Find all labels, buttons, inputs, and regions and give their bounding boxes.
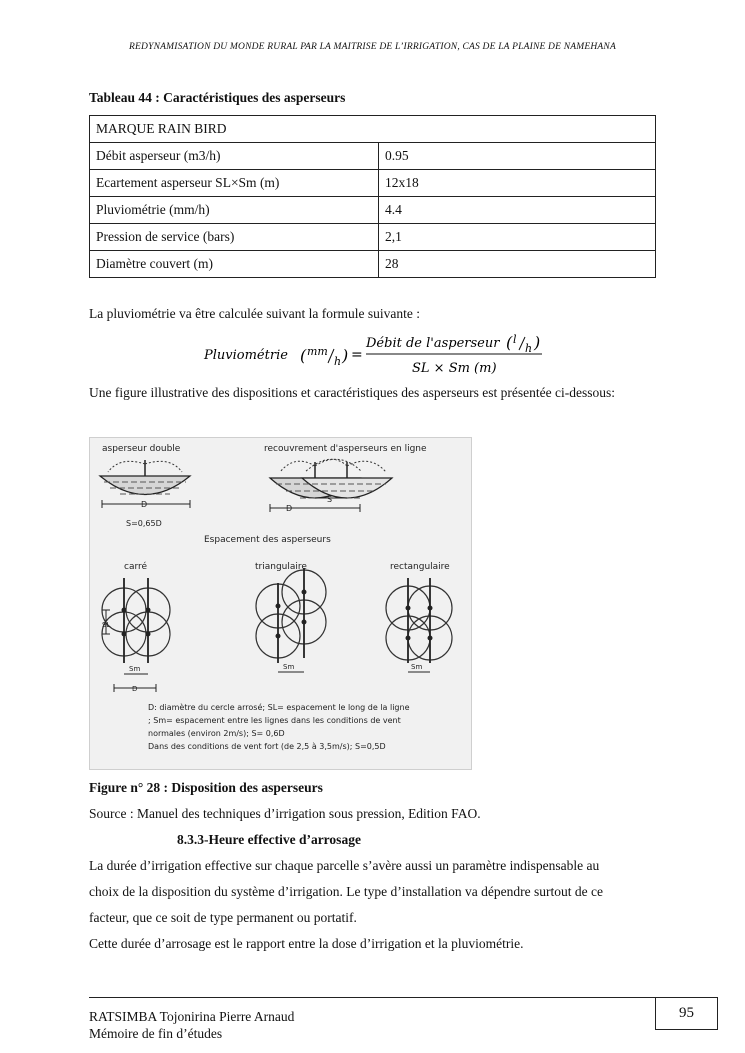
label-D-top: D (141, 500, 148, 509)
label-Sm-triangulaire: Sm (283, 663, 295, 671)
label-carre: carré (124, 562, 148, 572)
formula-numerator: Débit de l'asperseur (366, 336, 500, 351)
table-row (90, 116, 656, 143)
running-header: REDYNAMISATION DU MONDE RURAL PAR LA MAITRISE DE L’IRRIGATION, CAS DE LA PLAINE DE NAMEHANA (129, 42, 616, 52)
table-row (90, 170, 656, 197)
table-row (90, 197, 656, 224)
body-paragraph-line: Cette durée d’arrosage est le rapport entre la dose d’irrigation et la pluviométrie. (89, 936, 524, 951)
table-label-cell: Diamètre couvert (m) (90, 251, 379, 278)
label-triangulaire: triangulaire (255, 562, 307, 572)
sprinkler-layout-figure (89, 437, 472, 770)
formula-num-unit-num: l (513, 333, 517, 346)
table-value-cell: 12x18 (379, 170, 656, 197)
label-SL: SL (102, 621, 111, 629)
label-D-carre: D (132, 685, 138, 693)
section-heading: 8.3.3-Heure effective d’arrosage (177, 832, 361, 847)
figure-legend-line: D: diamètre du cercle arrosé; SL= espacement le long de la ligne (148, 703, 410, 712)
formula-lhs-unit-num: mm (307, 345, 328, 358)
label-asperseur-double: asperseur double (102, 444, 181, 454)
table-title: Tableau 44 : Caractéristiques des asperseurs (89, 90, 346, 105)
footer-work: Mémoire de fin d’études (89, 1026, 223, 1041)
label-recouvrement: recouvrement d'asperseurs en ligne (264, 444, 427, 454)
footer (89, 1008, 294, 1042)
table-label-cell: Pression de service (bars) (90, 224, 379, 251)
body-paragraph-line: choix de la disposition du système d’irrigation. Le type d’installation va dépendre surtout de ce (89, 884, 603, 899)
table-value-cell: 4.4 (379, 197, 656, 224)
table-row (90, 224, 656, 251)
formula-intro-paragraph: La pluviométrie va être calculée suivant la formule suivante : (89, 306, 420, 321)
table-value-cell: 0.95 (379, 143, 656, 170)
table-label-cell: Débit asperseur (m3/h) (90, 143, 379, 170)
figure-caption: Figure n° 28 : Disposition des asperseurs (89, 780, 323, 795)
label-S: S (327, 495, 333, 504)
formula-denominator: SL × Sm (m) (412, 361, 497, 376)
svg-text:): ) (342, 346, 349, 365)
table-row (90, 143, 656, 170)
figure-intro-paragraph: Une figure illustrative des dispositions et caractéristiques des asperseurs est présentée ci-dessous: (89, 385, 615, 400)
body-paragraph-line: La durée d’irrigation effective sur chaque parcelle s’avère aussi un paramètre indispensable au (89, 858, 600, 873)
sprinkler-specs-table (89, 115, 656, 278)
table-brand-cell: MARQUE RAIN BIRD (90, 116, 656, 143)
footer-divider (89, 997, 656, 998)
svg-text:(: ( (300, 346, 307, 365)
formula-lhs: Pluviométrie (204, 348, 288, 363)
label-Sm-rectangulaire: Sm (411, 663, 423, 671)
table-value-cell: 2,1 (379, 224, 656, 251)
page-number: 95 (655, 997, 718, 1030)
svg-text:=: = (351, 347, 363, 363)
pluviometry-formula (200, 330, 560, 376)
svg-text:): ) (534, 333, 541, 352)
label-Sm-carre: Sm (129, 665, 141, 673)
table-label-cell: Pluviométrie (mm/h) (90, 197, 379, 224)
svg-text:(: ( (506, 333, 513, 352)
figure-legend-line: normales (environ 2m/s); S= 0,6D (148, 729, 285, 738)
figure-source: Source : Manuel des techniques d’irrigation sous pression, Edition FAO. (89, 806, 481, 821)
body-paragraph-line: facteur, que ce soit de type permanent ou portatif. (89, 910, 357, 925)
table-row (90, 251, 656, 278)
label-D-overlap: D (286, 504, 293, 513)
footer-author: RATSIMBA Tojonirina Pierre Arnaud (89, 1009, 295, 1024)
label-espacement: Espacement des asperseurs (204, 535, 331, 545)
table-value-cell: 28 (379, 251, 656, 278)
formula-lhs-unit-den: h (334, 355, 342, 368)
formula-num-unit-den: h (525, 342, 533, 355)
figure-legend-line: ; Sm= espacement entre les lignes dans les conditions de vent (148, 716, 401, 725)
table-label-cell: Ecartement asperseur SL×Sm (m) (90, 170, 379, 197)
label-rectangulaire: rectangulaire (390, 562, 450, 572)
figure-legend-line: Dans des conditions de vent fort (de 2,5 à 3,5m/s); S=0,5D (148, 742, 386, 751)
label-s-formula: S=0,65D (126, 519, 162, 528)
